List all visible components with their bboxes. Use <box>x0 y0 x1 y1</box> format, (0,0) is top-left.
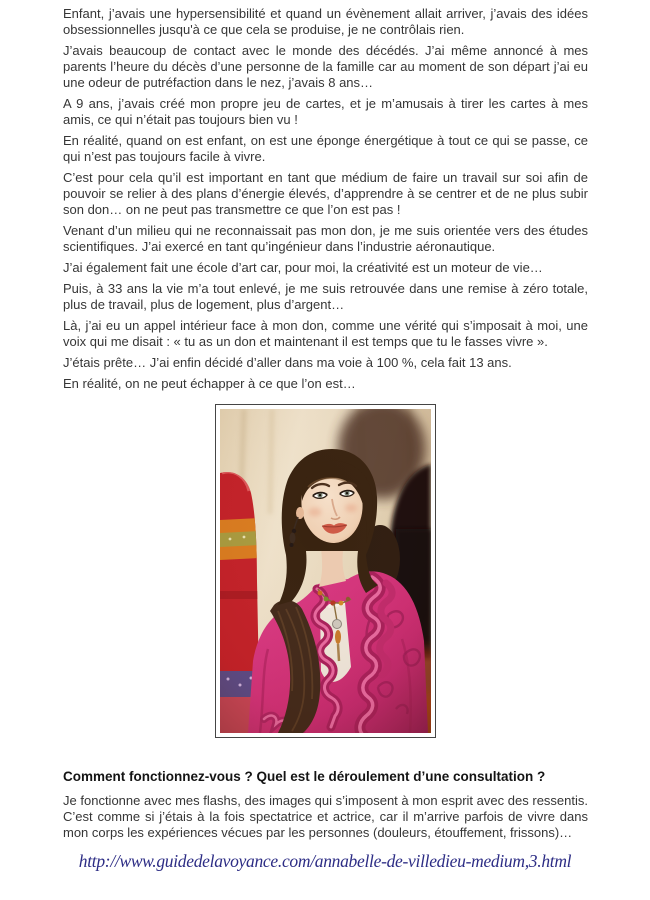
question-heading: Comment fonctionnez-vous ? Quel est le déroulement d’une consultation ? <box>63 769 546 784</box>
paragraph: J’ai également fait une école d’art car, pour moi, la créativité est un moteur de vie… <box>63 260 543 275</box>
paragraph: Je fonctionne avec mes flashs, des images qui s’imposent à mon esprit avec des ressentis. C’est comme si j’étais à la fois spectatrice et actrice, car il m’arrive parfois de vivre dans mon corps les expériences vécues par les personnes (douleurs, étouffement, frissons)… <box>63 793 588 840</box>
paragraph: En réalité, quand on est enfant, on est une éponge énergétique à tout ce qui se passe, ce qui n’est pas toujours facile à vivre. <box>63 133 588 164</box>
paragraph: C’est pour cela qu’il est important en tant que médium de faire un travail sur soi afin de pouvoir se relier à des plans d’énergie élevés, d’apprendre à se centrer et de ne plus subir son don… on ne peut pas transmettre ce que l’on est pas ! <box>63 170 588 217</box>
paragraph: Venant d’un milieu qui ne reconnaissait pas mon don, je me suis orientée vers des études scientifiques. J’ai exercé en tant qu’ingénieur dans l’industrie aéronautique. <box>63 223 588 254</box>
source-url-link[interactable]: http://www.guidedelavoyance.com/annabelle-de-villedieu-medium,3.html <box>78 851 572 871</box>
paragraph: Puis, à 33 ans la vie m’a tout enlevé, je me suis retrouvée dans une remise à zéro totale, plus de travail, plus de logement, plus d’argent… <box>63 281 588 312</box>
portrait-photo-illustration <box>220 409 431 733</box>
portrait-photo <box>215 404 436 738</box>
paragraph: Enfant, j’avais une hypersensibilité et quand un évènement allait arriver, j’avais des idées obsessionnelles jusqu'à ce que cela se produise, je ne contrôlais rien. <box>63 6 588 37</box>
paragraph: Là, j’ai eu un appel intérieur face à mon don, comme une vérité qui s’imposait à moi, une voix qui me disait : « tu as un don et maintenant il est temps que tu le fasses vivre ». <box>63 318 588 349</box>
paragraph: A 9 ans, j’avais créé mon propre jeu de cartes, et je m’amusais à tirer les cartes à mes amis, ce qui n’était pas toujours bien vu ! <box>63 96 588 127</box>
paragraph: J’avais beaucoup de contact avec le monde des décédés. J’ai même annoncé à mes parents l’heure du décès d’une personne de la famille car au moment de son départ j’ai eu une odeur de putréfaction dans le nez, j’avais 8 ans… <box>63 43 588 90</box>
article-body <box>63 6 588 846</box>
paragraph: En réalité, on ne peut échapper à ce que l’on est… <box>63 376 356 391</box>
paragraph: J’étais prête… J’ai enfin décidé d’aller dans ma voie à 100 %, cela fait 13 ans. <box>63 355 512 370</box>
